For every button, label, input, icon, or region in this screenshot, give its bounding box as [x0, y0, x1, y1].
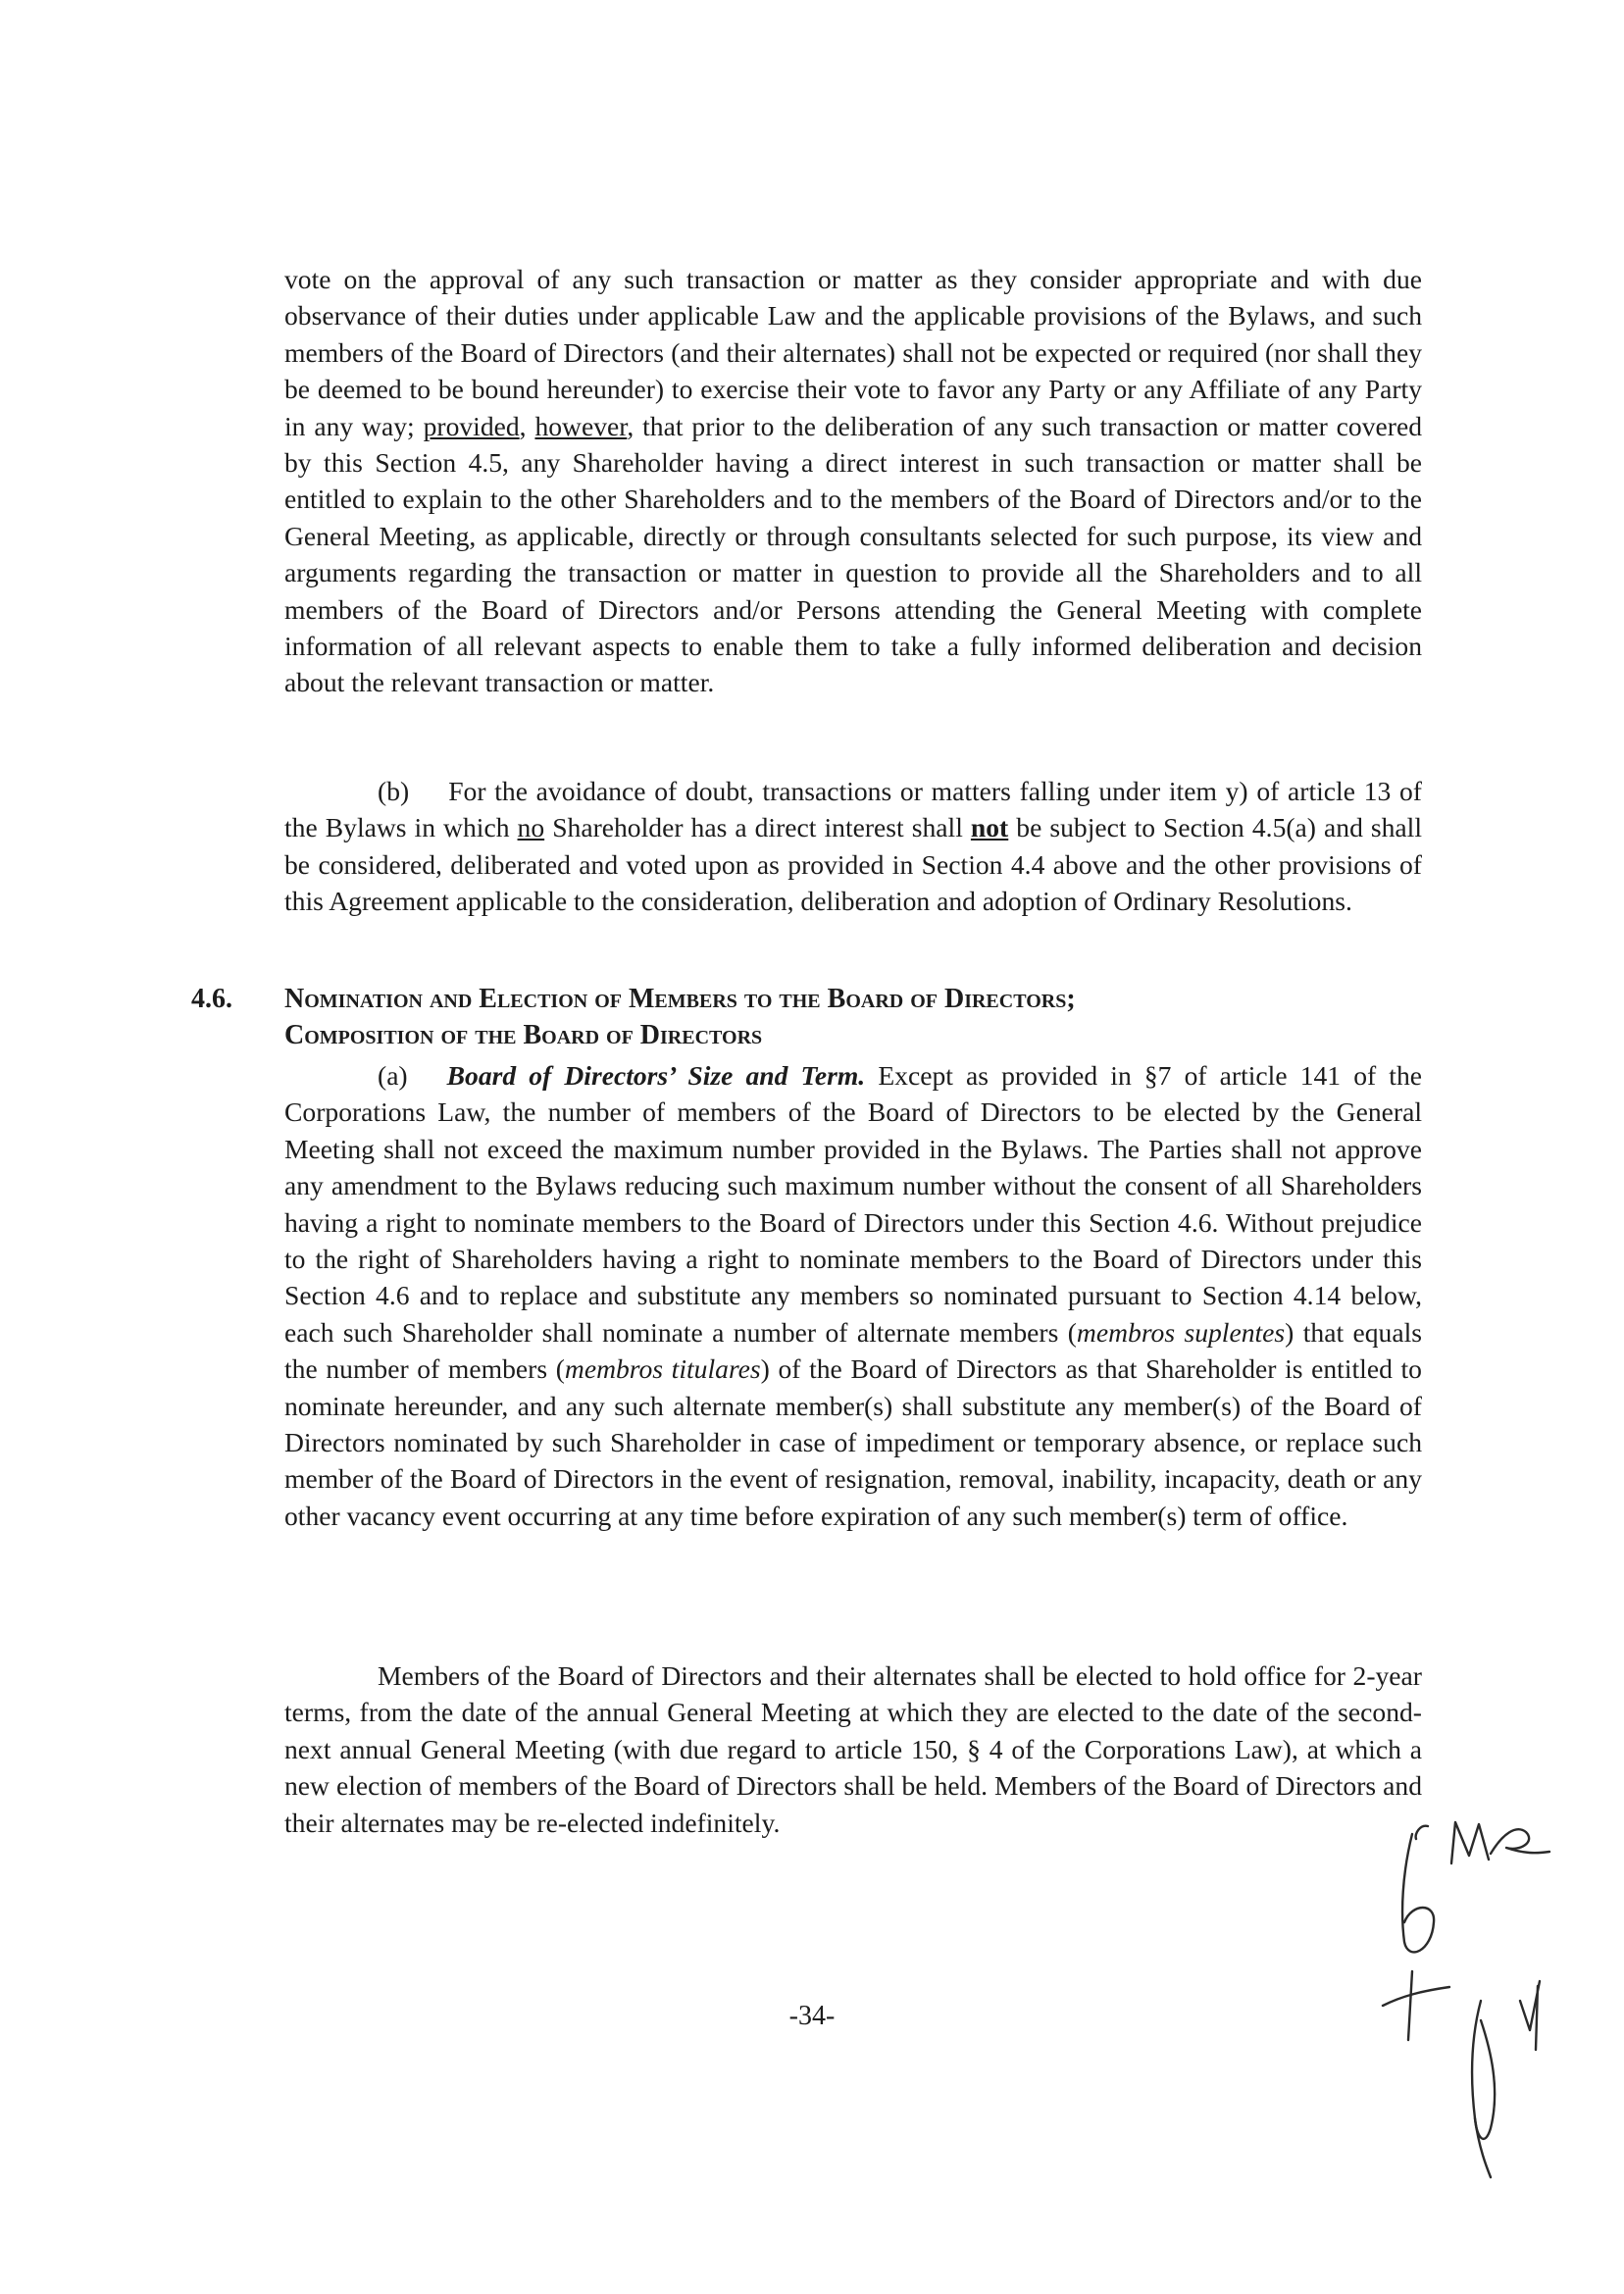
italic-term-titulares: membros titulares [564, 1353, 761, 1385]
signature-stroke [1383, 1987, 1449, 2006]
signature-stroke [1475, 2020, 1495, 2139]
page-number: -34- [788, 2001, 836, 2031]
signature-stroke [1451, 1822, 1489, 1863]
item-label-a: (a) [378, 1060, 408, 1091]
paragraph-b [284, 773, 1422, 920]
paragraph-text: be subject to Section 4.5(a) and shall be considered, deliberated and voted upon as provided in Section 4.4 above and the other provisions of this Agreement applicable to the consideration, deliberation and adoption of Ordinary Resolutions. [284, 812, 1423, 917]
item-label-b: (b) [378, 776, 410, 806]
handwritten-initials-signature [1344, 1795, 1599, 2187]
not-term: not [970, 812, 1009, 843]
no-term: no [517, 812, 545, 843]
paragraph-continuation: vote on the approval of any such transaction or matter as they consider appropriate and with due observance of their duties under applicable Law and the applicable provisions of the Bylaws, and such members of the Board of Directors (and their alternates) shall not be expected or required (nor shall they be deemed to be bound hereunder) to exercise their vote to favor any Party or any Affiliate of any Party in any way; provided, however, that prior to the deliberation of any such transaction or matter covered by this Section 4.5, any Shareholder having a direct interest in such transaction or matter shall be entitled to explain to the other Shareholders and to the members of the Board of Directors and/or to the General Meeting, as applicable, directly or through consultants selected for such purpose, its view and arguments regarding the transaction or matter in question to provide all the Shareholders and to all members of the Board of Directors and/or Persons attending the General Meeting with complete information of all relevant aspects to enable them to take a fully informed deliberation and decision about the relevant transaction or matter. [284, 264, 1422, 698]
paragraph-text: Shareholder has a direct interest shall [552, 812, 963, 843]
signature-stroke [1408, 1971, 1412, 2040]
section-title-line2: Composition of the Board of Directors [284, 1020, 763, 1050]
signature-stroke [1472, 2001, 1491, 2177]
section-title-line1: Nomination and Election of Members to the Board of Directors; [284, 984, 1076, 1014]
paragraph-text: ) that equals the number of members ( [284, 1316, 1422, 1385]
section-heading [284, 981, 1363, 1053]
section-number: 4.6. [191, 984, 232, 1014]
paragraph-text: ) of the Board of Directors as that Shareholder is entitled to nominate hereunder, and any such alternate member(s) shall substitute any member(s) of the Board of Directors nominated by such Shareholder in case of impediment or temporary absence, or replace such member of the Board of Directors in the event of resignation, removal, inability, incapacity, death or any other vacancy event occurring at any time before expiration of any such member(s) term of office. [284, 1353, 1422, 1531]
provided-term: provided [423, 410, 520, 441]
paragraph-text: vote on the approval of any such transaction or matter as they consider appropriate and with due observance of their duties under applicable Law and the applicable provisions of the Bylaws, and such members of the Board of Directors (and their alternates) shall not be expected or required (nor shall they be deemed to be bound hereunder) to exercise their vote to favor any Party or any Affiliate of any Party in any way; [284, 264, 1422, 441]
paragraph-term-of-office [284, 1657, 1422, 1841]
however-term: however [534, 410, 628, 441]
signature-stroke [1402, 1834, 1434, 1952]
paragraph-text: For the avoidance of doubt, transactions or matters falling under item y) of article 13 of the Bylaws in which [284, 776, 1422, 843]
paragraph-text: Except as provided in §7 of article 141 of the Corporations Law, the number of members of the Board of Directors to be elected by the General Meeting shall not exceed the maximum number provided in the Bylaws. The Parties shall not approve any amendment to the Bylaws reducing such maximum number without the consent of all Shareholders having a right to nominate members to the Board of Directors under this Section 4.6. Without prejudice to the right of Shareholders having a right to nominate members to the Board of Directors under this Section 4.6 and to replace and substitute any members so nominated pursuant to Section 4.14 below, each such Shareholder shall nominate a number of alternate members ( [284, 1060, 1422, 1348]
signature-stroke [1416, 1826, 1428, 1839]
signature-stroke [1491, 1829, 1549, 1854]
paragraph-text: that prior to the deliberation of any such transaction or matter covered by this Section 4.5, any Shareholder having a direct interest in such transaction or matter shall be entitled to explain to the other Shareholders and to the members of the Board of Directors and/or to the General Meeting, as applicable, directly or through consultants selected for such purpose, its view and arguments regarding the transaction or matter in question to provide all the Shareholders and to all members of the Board of Directors and/or Persons attending the General Meeting with complete information of all relevant aspects to enable them to take a fully informed deliberation and decision about the relevant transaction or matter. [284, 410, 1422, 698]
paragraph-text: Members of the Board of Directors and their alternates shall be elected to hold office for 2-year terms, from the date of the annual General Meeting at which they are elected to the date of the second-next annual General Meeting (with due regard to article 150, § 4 of the Corporations Law), at which a new election of members of the Board of Directors shall be held. Members of the Board of Directors and their alternates may be re-elected indefinitely. [284, 1660, 1422, 1838]
italic-term-suplentes: membros suplentes [1076, 1316, 1286, 1348]
subsection-a [284, 1057, 1422, 1534]
subsection-heading: Board of Directors’ Size and Term. [446, 1060, 866, 1091]
